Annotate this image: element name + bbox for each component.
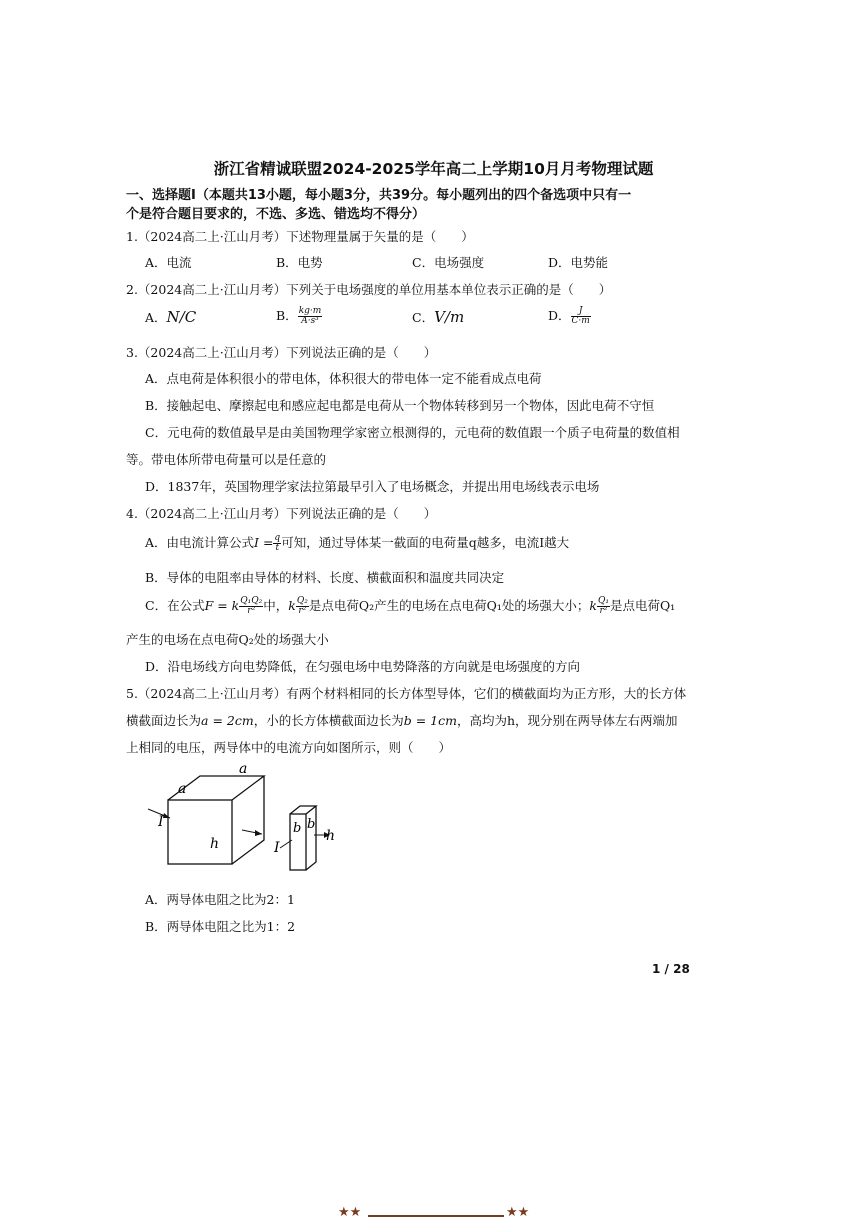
label-h-1: h [210, 836, 220, 852]
q4-c-fraction1: $\frac{\text{Q₁Q₂}}{\text{r²}}$ [240, 596, 263, 616]
q4-c-mid2: 是点电荷Q₂产生的电场在点电荷Q₁处的场强大小； [308, 598, 590, 613]
q2-option-b-fraction: $\frac{kg\cdot m}{\text{A·s³}}$ [298, 306, 322, 326]
q3-option-a[interactable]: A．点电荷是体积很小的带电体，体积很大的带电体一定不能看成点电荷 [145, 371, 542, 386]
question-3-stem: 3.（2024高二上·江山月考）下列说法正确的是（ ） [126, 345, 437, 360]
q4-option-c[interactable] [145, 596, 675, 616]
q4-c-fraction2: $\frac{\text{Q₂}}{\text{r²}}$ [296, 596, 308, 616]
question-1-stem: 1.（2024高二上·江山月考）下述物理量属于矢量的是（ ） [126, 229, 474, 244]
q2-option-c[interactable] [412, 308, 464, 326]
q4-a-formula: I = [254, 535, 274, 550]
footer-right-stars: ★★ [506, 1205, 530, 1220]
large-cube-side-face [232, 776, 264, 864]
q1-option-b[interactable]: B．电势 [276, 255, 323, 270]
large-cube-front-face [168, 800, 232, 864]
q2-option-b-label: B． [276, 308, 298, 323]
q2-option-c-value: V/m [434, 308, 465, 326]
small-prism-side-face [306, 806, 316, 870]
q4-a-text: A．由电流计算公式 [145, 535, 255, 550]
q2-option-c-label: C． [412, 310, 435, 325]
q3-option-d[interactable]: D．1837年，英国物理学家法拉第最早引入了电场概念，并提出用电场线表示电场 [145, 479, 600, 494]
label-b-2: b [307, 817, 316, 832]
footer-divider [368, 1215, 504, 1217]
q5-option-a[interactable]: A．两导体电阻之比为2：1 [145, 892, 295, 907]
q4-option-b[interactable]: B．导体的电阻率由导体的材料、长度、横截面积和温度共同决定 [145, 570, 505, 585]
q3-option-c[interactable]: C．元电荷的数值最早是由美国物理学家密立根测得的，元电荷的数值跟一个质子电荷量的数值相 [145, 425, 680, 440]
question-2-stem: 2.（2024高二上·江山月考）下列关于电场强度的单位用基本单位表示正确的是（ ） [126, 282, 612, 297]
question-5-stem-line2 [126, 711, 678, 729]
footer-ornament [338, 1205, 532, 1225]
q4-option-a[interactable] [145, 533, 569, 553]
q2-option-b[interactable] [276, 306, 322, 326]
q5-line2-text: 横截面边长为 [126, 713, 202, 728]
conductors-figure [140, 762, 350, 874]
section-heading-line1: 一、选择题Ⅰ（本题共13小题，每小题3分，共39分。每小题列出的四个备选项中只有一 [126, 188, 632, 203]
small-prism-top-face [290, 806, 316, 814]
q1-option-a[interactable]: A．电流 [145, 255, 192, 270]
q5-line2-mid: ，小的长方体横截面边长为 [253, 713, 404, 728]
q3-option-c-cont: 等。带电体所带电荷量可以是任意的 [126, 452, 327, 467]
q4-c-formula2: k [288, 598, 296, 613]
q3-option-b[interactable]: B．接触起电、摩擦起电和感应起电都是电荷从一个物体转移到另一个物体，因此电荷不守恒 [145, 398, 655, 413]
q5-line2-post: ，高均为h，现分别在两导体左右两端加 [456, 713, 678, 728]
q4-c-mid3: 是点电荷Q₁ [609, 598, 676, 613]
q4-option-d[interactable]: D．沿电场线方向电势降低，在匀强电场中电势降落的方向就是电场强度的方向 [145, 659, 581, 674]
q2-option-d-fraction: $\frac{J}{C\cdot m}$ [571, 306, 590, 326]
q1-option-c[interactable]: C．电场强度 [412, 255, 485, 270]
q2-option-a-label: A． [145, 310, 167, 325]
large-cube-exit-arrowhead [255, 830, 262, 836]
page-number: 1 / 28 [652, 962, 690, 976]
question-5-stem-line3: 上相同的电压，两导体中的电流方向如图所示，则（ ） [126, 740, 452, 755]
label-h-2: h [326, 828, 336, 844]
q4-a-fraction: $\frac{q}{t}$ [274, 533, 281, 553]
q2-option-d[interactable] [548, 306, 591, 326]
label-b-1: b [293, 821, 302, 836]
label-I-1: I [158, 814, 164, 830]
label-a-1: a [178, 781, 187, 797]
q1-option-d[interactable]: D．电势能 [548, 255, 609, 270]
q4-c-formula3: k [589, 598, 597, 613]
label-I-2: I [274, 840, 280, 856]
q4-c-mid1: 中， [263, 598, 289, 613]
footer-left-stars: ★★ [338, 1205, 362, 1220]
q2-option-a[interactable] [145, 308, 196, 326]
label-a-2: a [239, 762, 248, 777]
q4-c-text: C．在公式 [145, 598, 205, 613]
question-5-stem-line1: 5.（2024高二上·江山月考）有两个材料相同的长方体型导体，它们的横截面均为正方形，大的长方体 [126, 686, 687, 701]
question-4-stem: 4.（2024高二上·江山月考）下列说法正确的是（ ） [126, 506, 437, 521]
page-title: 浙江省精诚联盟2024-2025学年高二上学期10月月考物理试题 [213, 160, 654, 178]
q4-c-formula1: F = k [204, 598, 240, 613]
q5-formula-a: a = 2cm [201, 713, 254, 728]
section-heading-line2: 个是符合题目要求的，不选、多选、错选均不得分） [126, 207, 426, 222]
q4-c-fraction3: $\frac{\text{Q₁}}{\text{r²}}$ [597, 596, 609, 616]
q2-option-d-label: D． [548, 308, 571, 323]
q5-formula-b: b = 1cm [403, 713, 457, 728]
q4-a-text-post: 可知，通过导体某一截面的电荷量q越多，电流I越大 [281, 535, 570, 550]
q4-option-c-cont: 产生的电场在点电荷Q₂处的场强大小 [126, 632, 329, 647]
q2-option-a-value: N/C [166, 308, 197, 326]
q5-option-b[interactable]: B．两导体电阻之比为1：2 [145, 919, 296, 934]
large-cube-arrowhead [163, 813, 170, 818]
